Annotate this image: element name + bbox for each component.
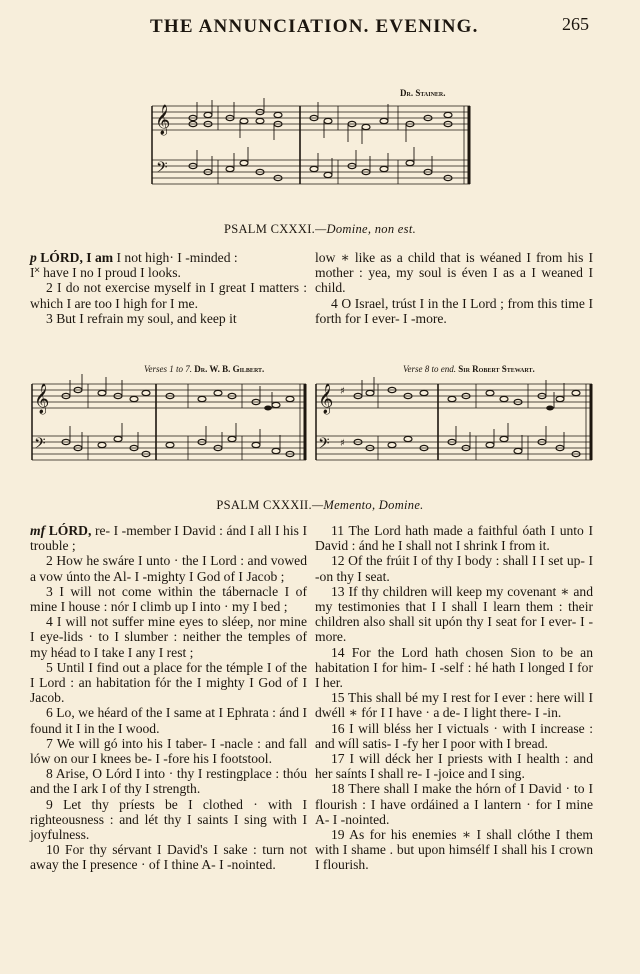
verse-line: 4 I will not suffer mine eyes to sléep, nor mine I eye-lids · to I slumber : neither the temples of my héad to I take I any I rest ; [30, 614, 307, 660]
svg-text:♯: ♯ [340, 438, 345, 449]
verse-line: 10 For thy sérvant I David's I sake : turn not away the I presence · of I thine A- I -nointed. [30, 842, 307, 873]
verse-line: 7 We will gó into his I taber- I -nacle : and fall lów on our I knees be- I -fore his I footstool. [30, 735, 307, 767]
verse-line: 3 But I refrain my soul, and keep it [46, 310, 237, 326]
verse-line: 9 Let thy príests be I clothed · with I righteousness : and lét thy I saints I sing with I joyfulness. [30, 796, 307, 843]
page-title: THE ANNUNCIATION. EVENING. [150, 16, 479, 37]
music-staff-tune1 [148, 98, 474, 198]
svg-text:𝄢: 𝄢 [156, 159, 168, 180]
psalm132-title: PSALM CXXXII.—Memento, Domine. [216, 498, 424, 512]
psalm132-column-right [315, 523, 593, 873]
psalm131-column-left [30, 250, 307, 326]
verse-line: 8 Arise, O Lórd I into · thy I restingplace : thóu and the I ark I of thy I strength. [30, 766, 307, 797]
verse-line: 2 How he swáre I unto · the I Lord : and vowed a vow únto the Al- I -mighty I God of I Jacob ; [30, 553, 307, 584]
verse-line: I˟ have I no I proud I looks. [30, 265, 181, 281]
svg-text:𝄞: 𝄞 [34, 384, 50, 414]
psalm131-title: PSALM CXXXI.—Domine, non est. [223, 222, 417, 236]
verse-line: 17 I will déck her I priests with I health : and her saínts I shall re- I -joice and I sing. [315, 751, 593, 782]
verse-line: 15 This shall bé my I rest for I ever : here will I dwéll ∗ fór I I have · a de- I light there- I -in. [315, 690, 593, 721]
svg-text:𝄞: 𝄞 [318, 384, 334, 414]
music-staff-tune2-right [314, 374, 596, 470]
verse-line: 16 I will bléss her I victuals · with I increase : and wíll satis- I -fy her I poor with I bread. [315, 720, 593, 751]
svg-text:𝄞: 𝄞 [155, 105, 171, 135]
tune2-left-composer: Verses 1 to 7. Dr. W. B. Gilbert. [144, 364, 265, 374]
psalm131-column-right [315, 250, 593, 326]
page-number: 265 [562, 14, 589, 34]
verse-line: 6 Lo, we héard of the I same at I Ephrata : ánd I found it I in the I wood. [30, 705, 307, 736]
svg-text:𝄢: 𝄢 [318, 435, 330, 456]
verse-line: 2 I do not exercise myself in I great I matters : which I are too I high for I me. [30, 280, 307, 311]
psalm132-column-left [30, 523, 307, 873]
verse-line: low ∗ like as a child that is wéaned I from his I mother : yea, my soul is éven I as a I weaned I child. [315, 250, 593, 296]
verse-line: 19 As for his enemies ∗ I shall clóthe I them with I shame . but upon himsélf I shall his I crown I flourish. [315, 827, 593, 873]
page-header [0, 12, 640, 42]
verse-line: 18 There shall I make the hórn of I David · to I flourish : I have ordáined a I lantern · for I mine A- I -nointed. [315, 781, 593, 827]
tune1-composer: Dr. Stainer. [400, 88, 446, 98]
verse-line: 14 For the Lord hath chosen Sion to be an habitation I for him- I -self : hé hath I longed I for I her. [315, 644, 593, 691]
verse-line: 11 The Lord hath made a faithful óath I unto I David : ánd he I shall not I shrink I from it. [315, 523, 593, 554]
verse-line: mf LÓRD, re- I -member I David : ánd I all I his I trouble ; [30, 523, 307, 554]
verse-line: p LÓRD, I am I not high· I -minded : [30, 250, 238, 265]
svg-text:♯: ♯ [340, 386, 345, 397]
tune2-right-composer: Verse 8 to end. Sir Robert Stewart. [403, 364, 535, 374]
verse-line: 3 I will not come within the tábernacle I of mine I house : nór I climb up I into · my I bed ; [30, 583, 307, 615]
verse-line: 13 If thy children will keep my covenant ∗ and my testimonies that I I shall I learn them : their children also shall sit upón thy I seat for I ever- I -more. [315, 583, 593, 645]
verse-line: 5 Until I find out a place for the témple I of the I Lord : an habitation fór the I mighty I God of I Jacob. [30, 659, 307, 706]
svg-text:𝄢: 𝄢 [34, 435, 46, 456]
music-staff-tune2-left [30, 374, 310, 470]
verse-line: 12 Of the frúit I of thy I body : shall I I set up- I -on thy I seat. [315, 553, 593, 584]
verse-line: 4 O Israel, trúst I in the I Lord ; from this time I forth for I ever- I -more. [315, 295, 593, 326]
